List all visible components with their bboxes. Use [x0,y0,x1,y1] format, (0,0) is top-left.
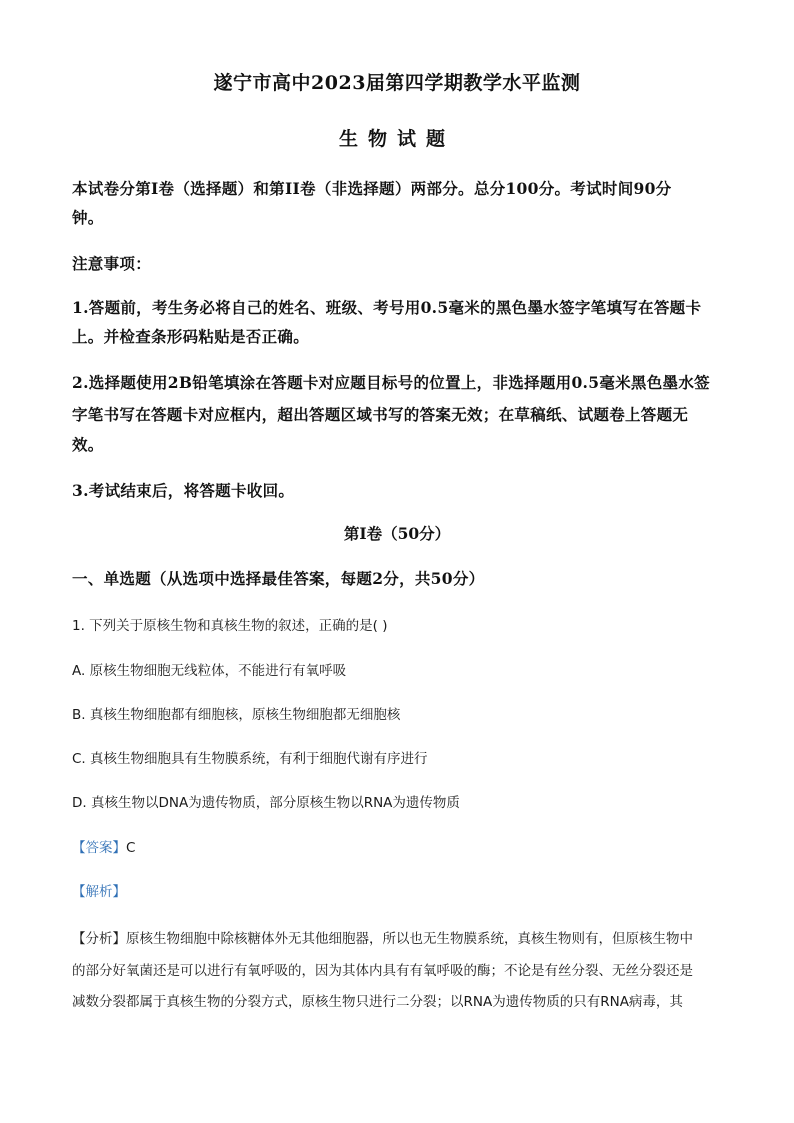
question-1-option-c: C. 真核生物细胞具有生物膜系统，有利于细胞代谢有序进行 [72,751,428,767]
answer-tag: 【答案】 [72,840,126,856]
analysis-heading [72,880,126,900]
notes-heading: 注意事项： [72,254,152,273]
note-2-line-3: 效。 [72,435,104,454]
note-2-line-1: 2.选择题使用2B铅笔填涂在答题卡对应题目标号的位置上，非选择题用0.5毫米黑色墨水签 [72,373,710,392]
question-1-option-b: B. 真核生物细胞都有细胞核，原核生物细胞都无细胞核 [72,707,401,723]
note-3: 3.考试结束后，将答题卡收回。 [72,481,295,500]
question-1-option-d: D. 真核生物以DNA为遗传物质，部分原核生物以RNA为遗传物质 [72,795,460,811]
analysis-tag: 【解析】 [72,884,126,900]
question-1-stem: 1. 下列关于原核生物和真核生物的叙述，正确的是( ) [72,618,388,634]
note-1-line-1: 1.答题前，考生务必将自己的姓名、班级、考号用0.5毫米的黑色墨水签字笔填写在答题卡 [72,298,702,317]
exam-title: 遂宁市高中2023届第四学期教学水平监测 [213,72,581,94]
analysis-line-1 [72,927,693,947]
answer-line [72,836,135,856]
analysis-prefix: 【分析】 [72,931,126,947]
note-2-line-2: 字笔书写在答题卡对应框内，超出答题区域书写的答案无效；在草稿纸、试题卷上答题无 [72,405,689,424]
exam-subtitle: 生物试题 [338,128,455,150]
answer-value: C [126,840,136,856]
question-1-option-a: A. 原核生物细胞无线粒体，不能进行有氧呼吸 [72,663,347,679]
analysis-line-2: 的部分好氧菌还是可以进行有氧呼吸的，因为其体内具有有氧呼吸的酶；不论是有丝分裂、无丝分裂还是 [72,963,693,979]
note-1-line-2: 上。并检查条形码粘贴是否正确。 [72,327,310,346]
section-heading: 一、单选题（从选项中选择最佳答案，每题2分，共50分） [72,569,485,588]
analysis-text-1: 原核生物细胞中除核糖体外无其他细胞器，所以也无生物膜系统，真核生物则有，但原核生物中 [126,931,693,947]
part-title: 第I卷（50分） [343,524,451,543]
intro-line-2: 钟。 [72,208,104,227]
intro-line-1: 本试卷分第I卷（选择题）和第II卷（非选择题）两部分。总分100分。考试时间90分 [72,179,672,198]
analysis-line-3: 减数分裂都属于真核生物的分裂方式，原核生物只进行二分裂；以RNA为遗传物质的只有RNA病毒，其 [72,994,683,1010]
